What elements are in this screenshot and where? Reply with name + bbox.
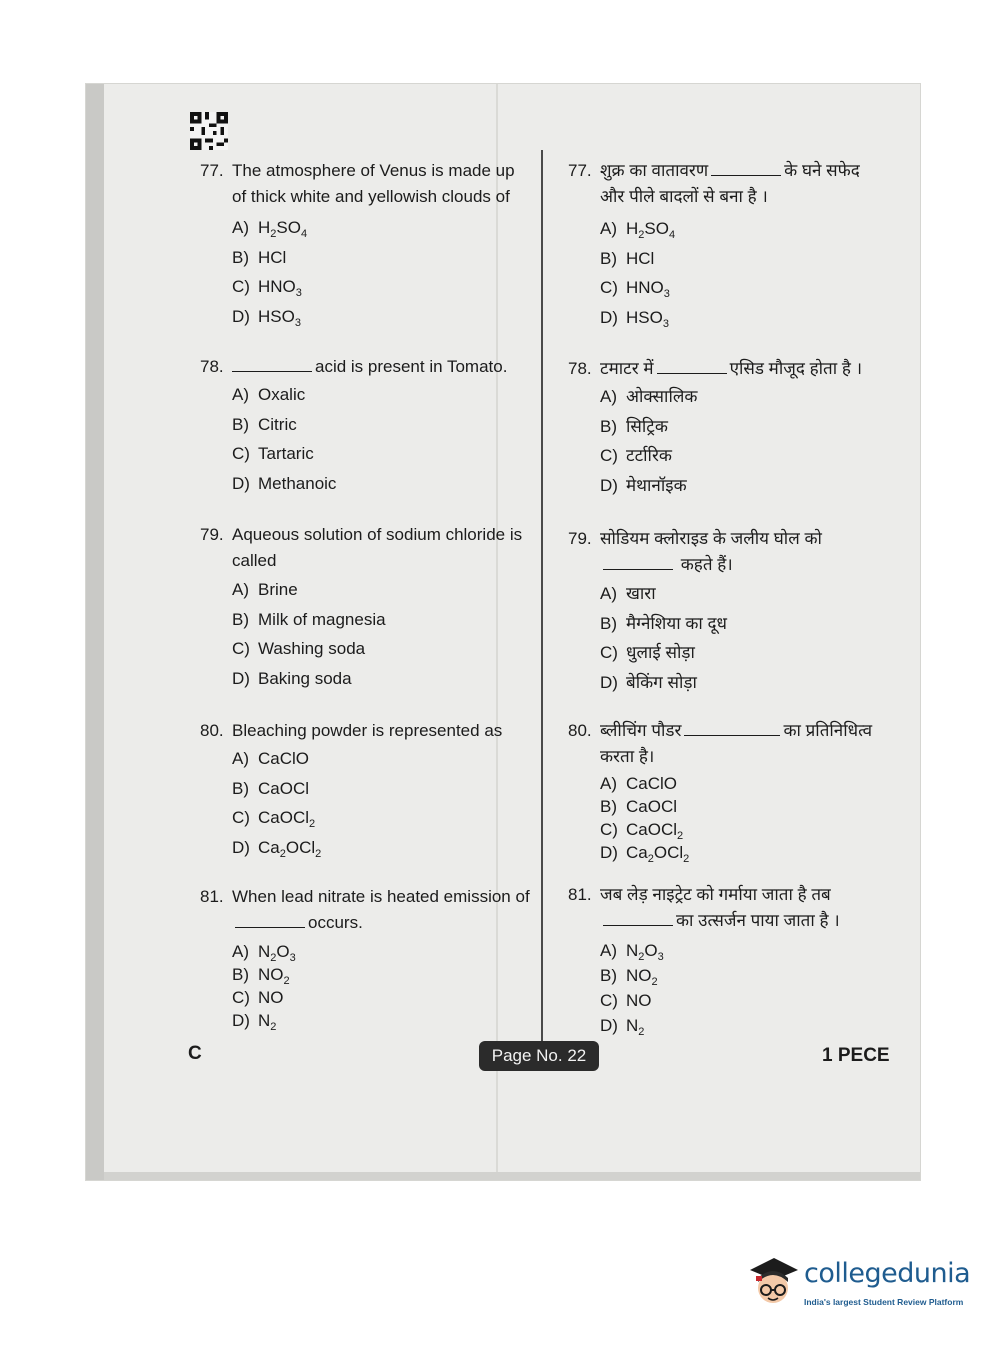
option-c[interactable]: C) टर्टारिक	[600, 446, 672, 465]
option-d[interactable]: D) $HSO_3$	[600, 307, 669, 330]
paper-code: 1 PECE	[822, 1045, 890, 1066]
option-d[interactable]: D) $Ca_2OCl_2$	[600, 843, 690, 865]
option-c[interactable]: C) Tartaric	[232, 444, 314, 463]
question-number: 81.	[200, 887, 224, 906]
option-d[interactable]: D) Baking soda	[232, 668, 352, 688]
option-a[interactable]: A) खारा	[600, 584, 656, 603]
mascot-logo-icon	[744, 1252, 802, 1314]
question-78-en	[200, 354, 530, 498]
question-80-hi	[568, 718, 888, 864]
question-text: जब लेड़ नाइट्रेट को गर्माया जाता है तब	[600, 885, 831, 904]
answer-blank	[235, 913, 305, 928]
question-80-en	[200, 718, 530, 862]
question-number: 80.	[568, 721, 592, 740]
option-a[interactable]: A) $N_2O_3$	[600, 941, 664, 963]
scan-bottom-edge	[104, 1172, 920, 1180]
question-text: When lead nitrate is heated emission of	[232, 887, 530, 906]
option-b[interactable]: B) CaOCl	[600, 797, 678, 816]
question-text-end: occurs.	[308, 913, 363, 932]
answer-blank	[684, 721, 780, 736]
brand-tagline: India's largest Student Review Platform	[804, 1297, 964, 1307]
question-text: सोडियम क्लोराइड के जलीय घोल को	[600, 529, 822, 548]
question-text: ब्लीचिंग पौडर	[600, 721, 682, 740]
question-text-end: के घने सफेद और पीले बादलों से बना है ।	[600, 161, 860, 206]
qr-code-icon	[190, 112, 228, 150]
question-77-hi	[568, 158, 888, 332]
option-c[interactable]: C) $HNO_3$	[600, 278, 670, 300]
answer-blank	[711, 161, 781, 176]
page-number-badge: Page No. 22	[479, 1041, 599, 1071]
question-number: 78.	[200, 357, 224, 376]
option-a[interactable]: A) Brine	[232, 580, 298, 599]
question-text: शुक्र का वातावरण	[600, 161, 709, 180]
question-number: 79.	[568, 529, 592, 548]
option-a[interactable]: A) $H_2SO_4$	[232, 218, 308, 240]
question-number: 81.	[568, 885, 592, 904]
option-a[interactable]: A) ओक्सालिक	[600, 387, 698, 406]
option-b[interactable]: B) $NO_2$	[600, 966, 658, 988]
option-b[interactable]: B) मैग्नेशिया का दूध	[600, 613, 727, 633]
brand-name: collegedunia	[804, 1258, 971, 1289]
option-d[interactable]: D) $N_2$	[600, 1016, 645, 1038]
question-text-end: का उत्सर्जन पाया जाता है ।	[676, 911, 840, 930]
question-81-en	[200, 884, 530, 1032]
option-d[interactable]: D) $N_2$	[232, 1011, 277, 1033]
question-text-end: कहते हैं।	[680, 555, 733, 574]
question-text: टमाटर में	[600, 359, 654, 378]
question-number: 77.	[568, 161, 592, 180]
option-a[interactable]: A) CaClO	[600, 774, 678, 793]
question-text: The atmosphere of Venus is made up of thick white and yellowish clouds of	[232, 161, 515, 206]
answer-blank	[232, 357, 312, 372]
option-d[interactable]: D) Methanoic	[232, 473, 337, 493]
option-c[interactable]: C) NO	[600, 991, 652, 1010]
question-79-hi	[568, 526, 888, 697]
question-number: 80.	[200, 721, 224, 740]
option-c[interactable]: C) $HNO_3$	[232, 277, 302, 299]
option-d[interactable]: D) $HSO_3$	[232, 306, 301, 329]
question-78-hi	[568, 356, 888, 500]
option-a[interactable]: A) $H_2SO_4$	[600, 219, 676, 241]
answer-blank	[657, 359, 727, 374]
option-c[interactable]: C) धुलाई सोड़ा	[600, 643, 695, 662]
option-c[interactable]: C) CaOCl$_2$	[232, 808, 316, 830]
option-b[interactable]: B) Milk of magnesia	[232, 609, 386, 629]
answer-blank	[603, 555, 673, 570]
option-b[interactable]: B) HCl	[600, 248, 655, 268]
option-b[interactable]: B) सिट्रिक	[600, 416, 668, 436]
column-divider	[541, 150, 543, 1042]
option-d[interactable]: D) $Ca_2OCl_2$	[232, 837, 322, 860]
question-text: Bleaching powder is represented as	[232, 721, 503, 740]
answer-blank	[603, 911, 673, 926]
option-a[interactable]: A) $N_2O_3$	[232, 942, 296, 964]
question-text-end: का प्रतिनिधित्व करता है।	[600, 721, 873, 766]
option-a[interactable]: A) CaClO	[232, 749, 310, 768]
option-b[interactable]: B) Citric	[232, 414, 297, 434]
option-d[interactable]: D) मेथानॉइक	[600, 475, 687, 495]
collegedunia-watermark[interactable]	[744, 1252, 974, 1314]
question-number: 78.	[568, 359, 592, 378]
question-number: 79.	[200, 525, 224, 544]
option-c[interactable]: C) CaOCl$_2$	[600, 820, 684, 842]
booklet-series: C	[188, 1043, 202, 1064]
question-text-end: एसिड मौजूद होता है ।	[729, 359, 863, 378]
question-79-en	[200, 522, 530, 693]
option-b[interactable]: B) HCl	[232, 247, 287, 267]
scan-shadow-edge	[86, 84, 104, 1180]
question-text: acid is present in Tomato.	[315, 357, 508, 376]
question-text: Aqueous solution of sodium chloride is called	[232, 525, 523, 570]
option-b[interactable]: B) CaOCl	[232, 778, 310, 798]
option-b[interactable]: B) $NO_2$	[232, 965, 290, 987]
option-d[interactable]: D) बेकिंग सोड़ा	[600, 672, 697, 692]
question-77-en	[200, 158, 530, 331]
question-number: 77.	[200, 161, 224, 180]
question-81-hi	[568, 882, 888, 1038]
option-c[interactable]: C) Washing soda	[232, 639, 366, 658]
option-c[interactable]: C) NO	[232, 988, 284, 1007]
option-a[interactable]: A) Oxalic	[232, 385, 306, 404]
